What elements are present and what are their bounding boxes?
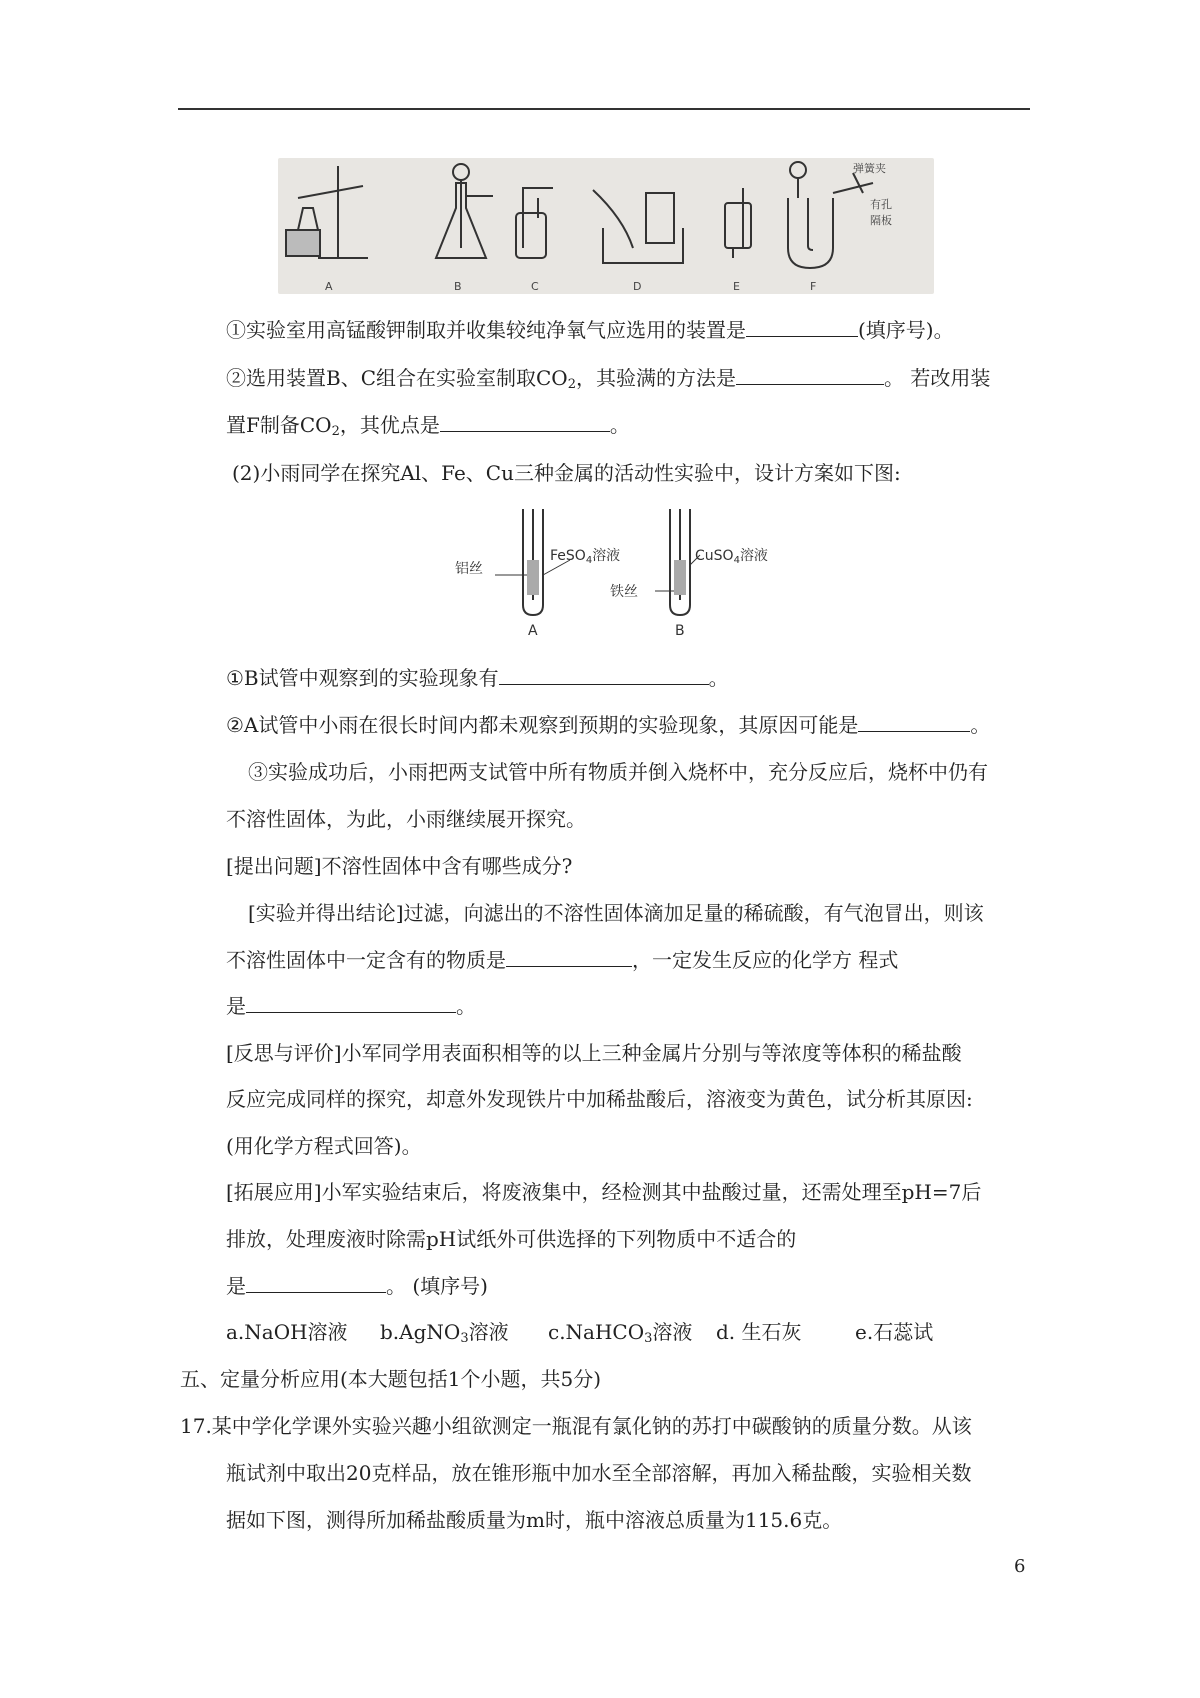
fe-wire-label: 铁丝	[610, 584, 638, 600]
apparatus-label-e: E	[733, 280, 740, 293]
answer-blank[interactable]	[736, 366, 884, 385]
option-a: a.NaOH溶液	[226, 1320, 348, 1344]
reflect-line1: [反思与评价]小军同学用表面积相等的以上三种金属片分别与等浓度等体积的稀盐酸	[226, 1041, 962, 1065]
experiment-line3: 是 。	[226, 994, 476, 1018]
answer-blank[interactable]	[246, 994, 456, 1013]
question-b3-line1: ③实验成功后，小雨把两支试管中所有物质并倒入烧杯中，充分反应后，烧杯中仍有	[248, 760, 988, 784]
feso4-label: FeSO$_4$溶液	[550, 548, 621, 566]
option-c: c.NaHCO$_3$溶液	[548, 1320, 693, 1346]
annotation-porous: 有孔	[870, 198, 892, 211]
answer-blank[interactable]	[746, 318, 858, 337]
extend-line2: 排放，处理废液时除需pH试纸外可供选择的下列物质中不适合的	[226, 1227, 797, 1251]
answer-blank[interactable]	[499, 666, 709, 685]
al-wire-label: 铝丝	[455, 561, 483, 577]
question-17-line3: 据如下图，测得所加稀盐酸质量为m时，瓶中溶液总质量为115.6克。	[226, 1508, 843, 1532]
question-17-line1: 17.某中学化学课外实验兴趣小组欲测定一瓶混有氯化钠的苏打中碳酸钠的质量分数。从该	[180, 1414, 972, 1438]
header-rule	[178, 108, 1030, 110]
cuso4-label: CuSO$_4$溶液	[695, 548, 768, 566]
reflect-line3: (用化学方程式回答)。	[226, 1134, 422, 1158]
apparatus-label-c: C	[531, 280, 539, 293]
question-b1: ①B试管中观察到的实验现象有 。	[226, 666, 729, 690]
question-1: ①实验室用高锰酸钾制取并收集较纯净氧气应选用的装置是 (填序号)。	[226, 318, 954, 342]
tube-label-b: B	[675, 623, 685, 639]
page-number: 6	[1014, 1556, 1026, 1577]
annotation-plate: 隔板	[870, 214, 892, 227]
apparatus-label-b: B	[454, 280, 462, 293]
reflect-line2: 反应完成同样的探究，却意外发现铁片中加稀盐酸后，溶液变为黄色，试分析其原因:	[226, 1087, 973, 1111]
apparatus-figure	[278, 158, 934, 294]
extend-line1: [拓展应用]小军实验结束后，将废液集中，经检测其中盐酸过量，还需处理至pH=7后	[226, 1180, 982, 1204]
question-2-line2: 置F制备$CO_2$，其优点是 。	[226, 413, 630, 439]
question-2-line1: ②选用装置B、C组合在实验室制取$CO_2$，其验满的方法是 。 若改用装	[226, 366, 991, 392]
answer-blank[interactable]	[858, 713, 970, 732]
apparatus-label-f: F	[810, 280, 817, 293]
extend-line3: 是 。 (填序号)	[226, 1274, 488, 1298]
question-17-line2: 瓶试剂中取出20克样品，放在锥形瓶中加水至全部溶解，再加入稀盐酸，实验相关数	[226, 1461, 972, 1485]
question-b2: ②A试管中小雨在很长时间内都未观察到预期的实验现象，其原因可能是 。	[226, 713, 991, 737]
answer-blank[interactable]	[246, 1274, 386, 1293]
option-b: b.AgNO$_3$溶液	[380, 1320, 509, 1346]
option-d: d. 生石灰	[716, 1320, 802, 1344]
part-2-intro: (2)小雨同学在探究Al、Fe、Cu三种金属的活动性实验中，设计方案如下图:	[232, 461, 901, 485]
option-e: e.石蕊试	[855, 1320, 934, 1344]
test-tube-figure	[455, 505, 790, 640]
section-5-heading: 五、定量分析应用(本大题包括1个小题，共5分)	[180, 1367, 602, 1391]
tube-label-a: A	[528, 623, 538, 639]
apparatus-label-a: A	[325, 280, 333, 293]
annotation-clamp: 弹簧夹	[853, 162, 886, 175]
experiment-line2: 不溶性固体中一定含有的物质是 ，一定发生反应的化学方 程式	[226, 948, 899, 972]
experiment-line1: [实验并得出结论]过滤，向滤出的不溶性固体滴加足量的稀硫酸，有气泡冒出，则该	[248, 901, 984, 925]
apparatus-label-d: D	[633, 280, 642, 293]
answer-blank[interactable]	[440, 413, 610, 432]
ask-question: [提出问题]不溶性固体中含有哪些成分?	[226, 854, 573, 878]
question-b3-line2: 不溶性固体，为此，小雨继续展开探究。	[226, 807, 586, 831]
answer-blank[interactable]	[506, 948, 632, 967]
